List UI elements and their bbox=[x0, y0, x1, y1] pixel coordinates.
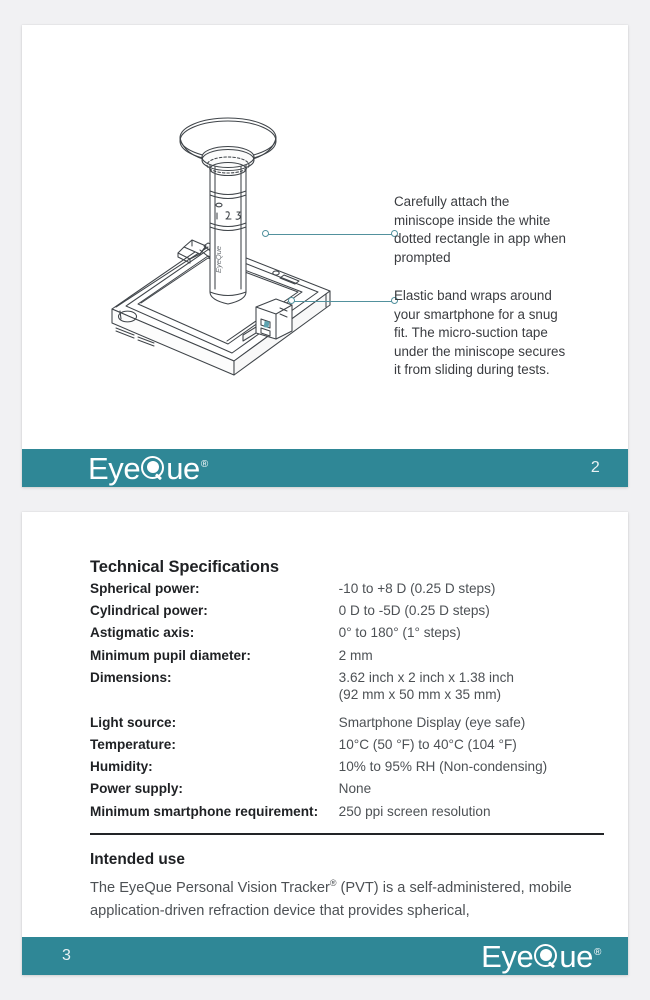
page-2-footer bbox=[22, 449, 628, 487]
spec-label: Dimensions: bbox=[90, 669, 172, 685]
page-3-footer bbox=[22, 937, 628, 975]
registered-mark: ® bbox=[329, 878, 337, 888]
specs-title: Technical Specifications bbox=[90, 558, 279, 576]
eyeque-eye-logo-icon bbox=[140, 453, 166, 479]
callout-1-text: Carefully attach the miniscope inside the white dotted rectangle in app when prompted bbox=[394, 194, 566, 265]
logo-text-after: ue bbox=[559, 938, 594, 974]
table-row bbox=[90, 736, 566, 758]
intended-use-section bbox=[90, 851, 590, 923]
spec-label: Minimum smartphone requirement: bbox=[90, 803, 319, 819]
table-row bbox=[90, 803, 566, 825]
page-2-callouts bbox=[22, 25, 628, 449]
table-row bbox=[90, 669, 566, 714]
spec-label: Minimum pupil diameter: bbox=[90, 647, 251, 663]
spec-value-line-2: (92 mm x 50 mm x 35 mm) bbox=[338, 686, 502, 702]
eyeque-logo bbox=[481, 938, 601, 974]
spec-value bbox=[339, 669, 566, 714]
spec-label: Cylindrical power: bbox=[90, 603, 208, 619]
spec-label: Light source: bbox=[90, 714, 177, 730]
intended-use-title: Intended use bbox=[90, 851, 185, 868]
spec-value: 10°C (50 °F) to 40°C (104 °F) bbox=[338, 736, 517, 752]
logo-text-after: ue bbox=[166, 450, 200, 486]
spec-value: 2 mm bbox=[338, 647, 373, 663]
spec-value: 10% to 95% RH (Non-condensing) bbox=[338, 759, 548, 775]
page-2-number: 2 bbox=[590, 459, 600, 476]
page-3-number: 3 bbox=[62, 947, 72, 964]
technical-specifications-section bbox=[90, 558, 566, 825]
table-row bbox=[90, 714, 566, 736]
spec-label: Temperature: bbox=[90, 736, 176, 752]
manual-page-3 bbox=[22, 512, 628, 975]
table-row bbox=[90, 602, 566, 624]
spec-value: 0° to 180° (1° steps) bbox=[338, 625, 461, 641]
spec-value: Smartphone Display (eye safe) bbox=[338, 714, 526, 730]
logo-text-before: Eye bbox=[481, 938, 534, 974]
table-row bbox=[90, 647, 566, 669]
callout-2-text: Elastic band wraps around your smartphone for a snug fit. The micro-suction tape under the miniscope secures it from sliding during tests. bbox=[394, 288, 566, 378]
specifications-table bbox=[90, 580, 566, 825]
logo-text-before: Eye bbox=[88, 450, 141, 486]
table-row bbox=[90, 780, 566, 802]
section-divider bbox=[90, 833, 604, 835]
spec-value: 0 D to -5D (0.25 D steps) bbox=[338, 603, 490, 619]
intended-use-body bbox=[90, 872, 590, 923]
logo-registered-mark: ® bbox=[594, 946, 601, 958]
logo-registered-mark: ® bbox=[200, 458, 208, 470]
spec-label: Power supply: bbox=[90, 781, 183, 797]
spec-label: Spherical power: bbox=[90, 581, 200, 596]
table-row bbox=[90, 580, 566, 602]
eyeque-eye-logo-icon bbox=[533, 941, 559, 967]
spec-value: 250 ppi screen resolution bbox=[338, 803, 491, 819]
leader-line-segment bbox=[294, 301, 392, 302]
spec-value: -10 to +8 D (0.25 D steps) bbox=[338, 581, 496, 596]
manual-page-2 bbox=[22, 25, 628, 487]
table-row bbox=[90, 758, 566, 780]
spec-label: Astigmatic axis: bbox=[90, 625, 195, 641]
leader-line-segment bbox=[268, 234, 392, 235]
intended-use-text-2: (PVT) is a self-administered, mobile application-driven refraction device that provides spherical, bbox=[90, 879, 572, 919]
spec-value-line-1: 3.62 inch x 2 inch x 1.38 inch bbox=[338, 669, 514, 685]
spec-value: None bbox=[338, 781, 372, 797]
svg-text:EyeQue: EyeQue bbox=[214, 245, 223, 273]
intended-use-text-1: The EyeQue Personal Vision Tracker bbox=[90, 879, 330, 896]
eyeque-logo bbox=[88, 450, 208, 486]
table-row bbox=[90, 624, 566, 646]
spec-label: Humidity: bbox=[90, 759, 153, 775]
